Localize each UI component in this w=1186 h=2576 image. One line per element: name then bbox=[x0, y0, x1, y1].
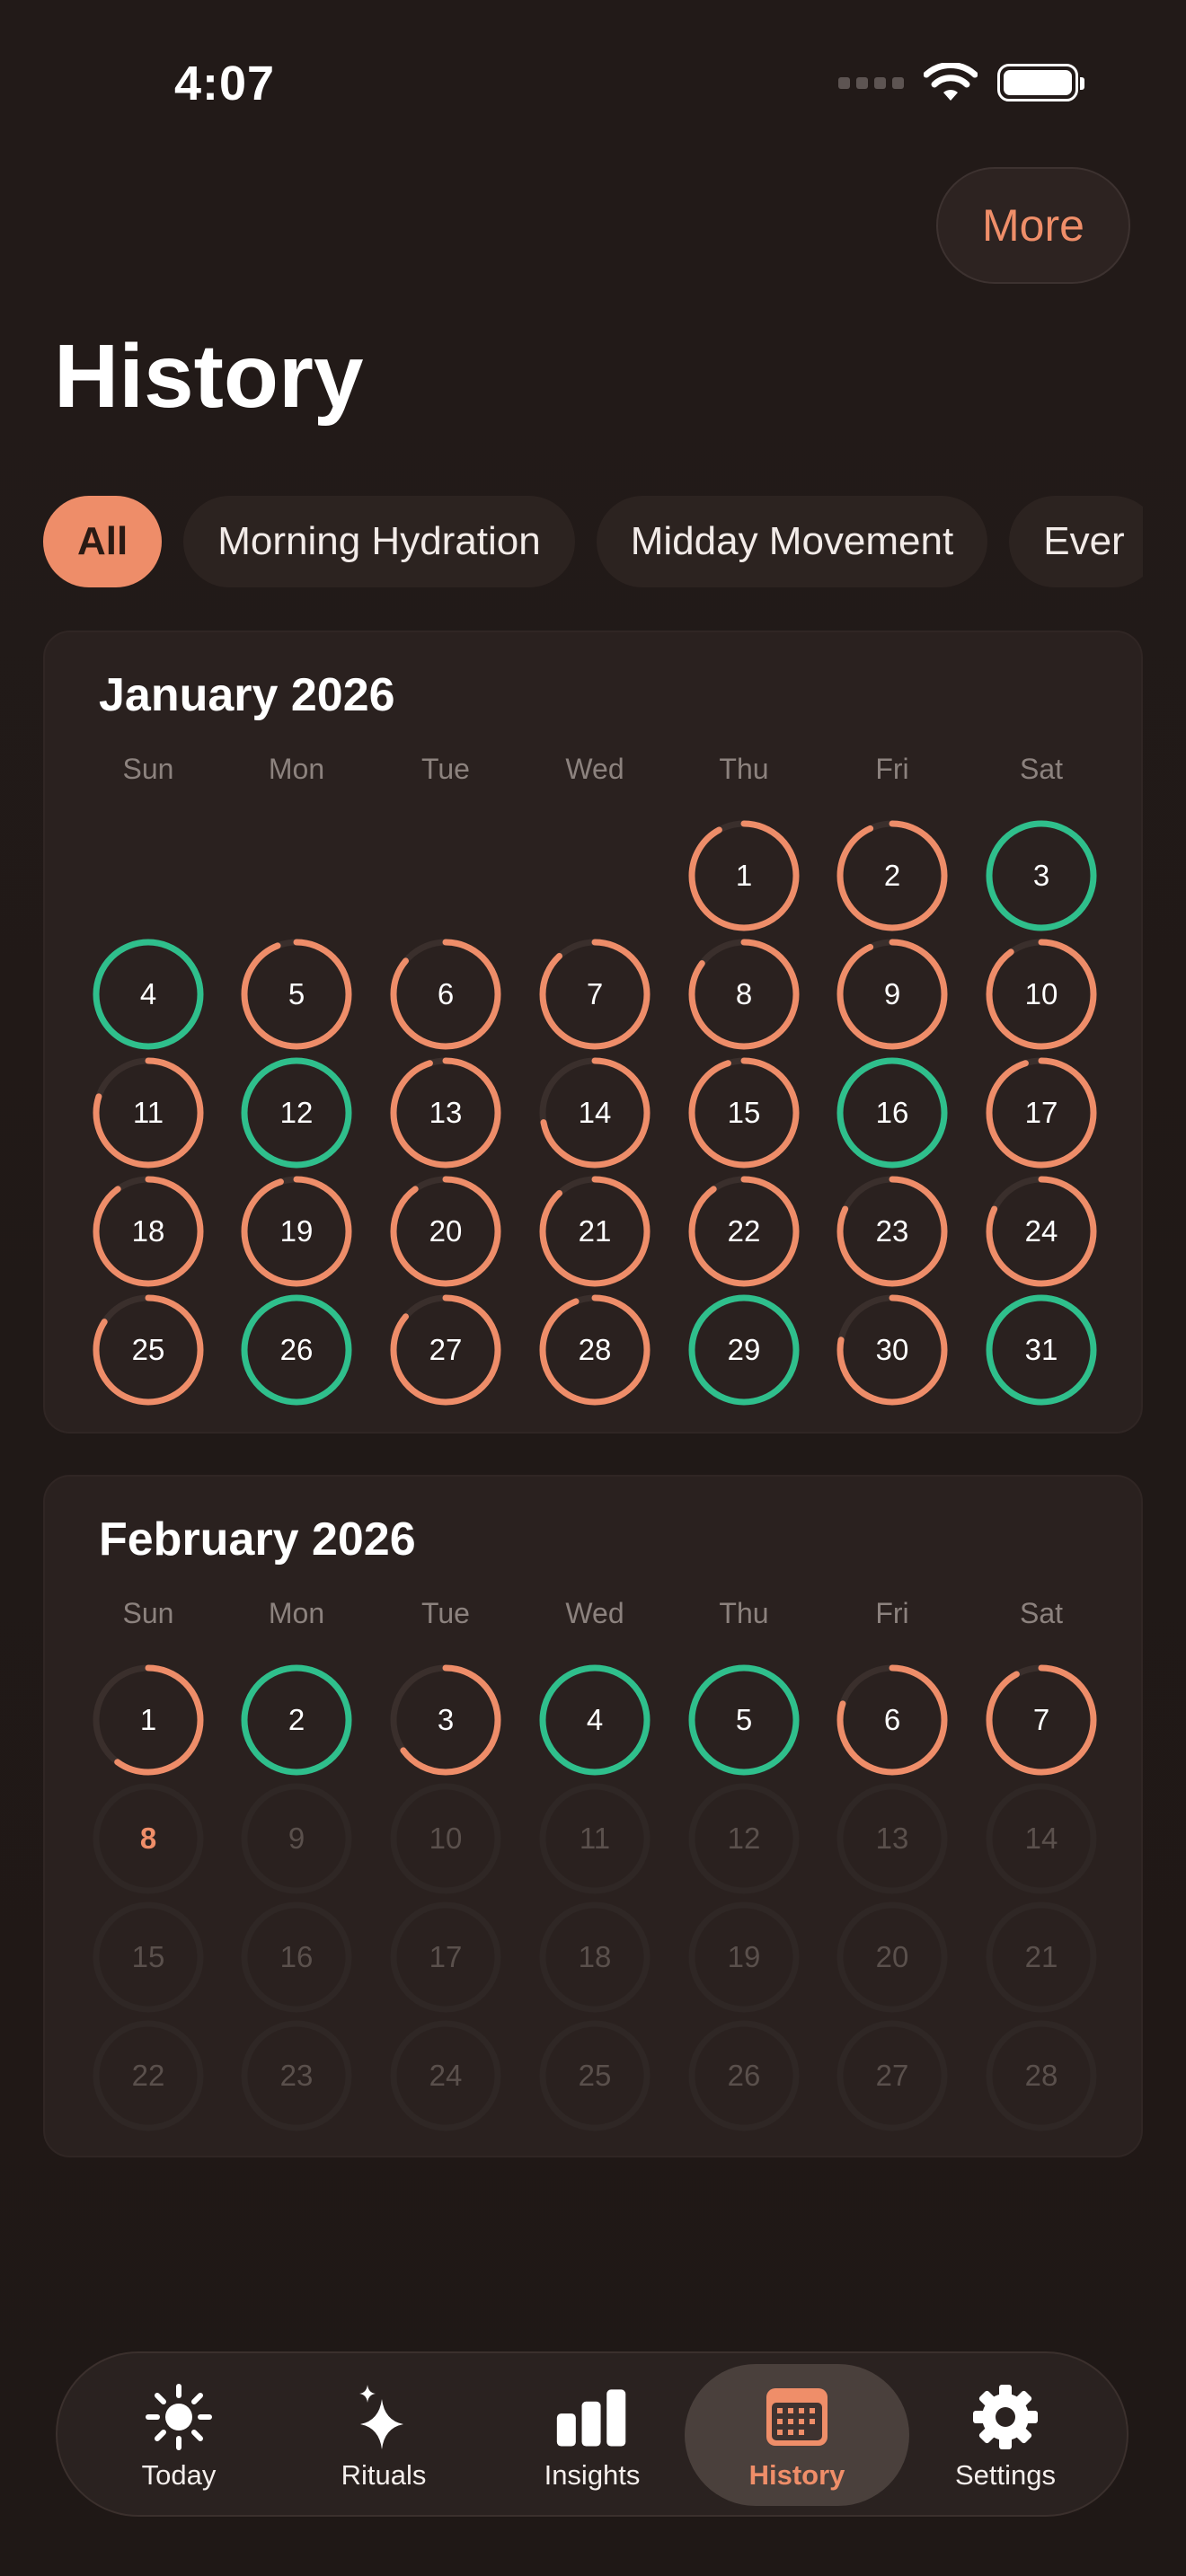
day-cell bbox=[387, 2017, 504, 2134]
day-cell[interactable] bbox=[983, 936, 1100, 1053]
day-cell bbox=[834, 1780, 951, 1897]
tab-today[interactable] bbox=[66, 2364, 291, 2506]
sun-icon bbox=[140, 2378, 217, 2456]
day-number: 3 bbox=[437, 1703, 455, 1736]
day-cell[interactable] bbox=[536, 1292, 653, 1408]
day-cell[interactable] bbox=[536, 936, 653, 1053]
tab-bar bbox=[56, 2351, 1128, 2517]
day-cell bbox=[983, 1899, 1100, 2016]
weekday-label: Sat bbox=[1019, 753, 1064, 785]
day-cell[interactable] bbox=[387, 1292, 504, 1408]
day-number: 13 bbox=[875, 1822, 909, 1855]
filter-chip-midday-movement[interactable]: Midday Movement bbox=[597, 496, 987, 587]
day-number: 12 bbox=[279, 1096, 314, 1129]
status-time: 4:07 bbox=[174, 57, 276, 110]
day-cell bbox=[387, 1899, 504, 2016]
weekday-label: Sun bbox=[122, 1597, 174, 1629]
day-cell[interactable] bbox=[536, 1054, 653, 1171]
day-number: 19 bbox=[727, 1940, 761, 1973]
weekday-label: Tue bbox=[421, 1597, 470, 1629]
day-cell[interactable] bbox=[536, 1662, 653, 1778]
weekday-label: Sun bbox=[122, 753, 174, 785]
day-cell[interactable] bbox=[238, 1054, 355, 1171]
day-number: 15 bbox=[131, 1940, 165, 1973]
day-cell[interactable] bbox=[983, 817, 1100, 934]
day-number: 7 bbox=[586, 977, 604, 1010]
day-cell[interactable] bbox=[387, 1173, 504, 1290]
weekday-label: Sat bbox=[1019, 1597, 1064, 1629]
day-number: 7 bbox=[1032, 1703, 1050, 1736]
day-number: 16 bbox=[279, 1940, 314, 1973]
day-cell bbox=[983, 1780, 1100, 1897]
day-cell[interactable] bbox=[686, 817, 802, 934]
day-number: 29 bbox=[727, 1333, 761, 1366]
day-cell[interactable] bbox=[983, 1292, 1100, 1408]
day-number: 26 bbox=[279, 1333, 314, 1366]
month-card-february bbox=[43, 1475, 1143, 2157]
weekday-header bbox=[45, 753, 1141, 789]
day-cell[interactable] bbox=[834, 1173, 951, 1290]
day-number: 5 bbox=[735, 1703, 753, 1736]
day-number: 11 bbox=[579, 1822, 611, 1855]
month-title: February 2026 bbox=[99, 1513, 416, 1566]
day-number: 3 bbox=[1032, 859, 1050, 892]
day-number: 21 bbox=[578, 1214, 612, 1248]
day-number: 5 bbox=[288, 977, 305, 1010]
day-number: 24 bbox=[429, 2059, 463, 2092]
weekday-header bbox=[45, 1597, 1141, 1633]
weekday-label: Thu bbox=[719, 753, 769, 785]
day-number: 1 bbox=[139, 1703, 157, 1736]
weekday-label: Wed bbox=[565, 1597, 624, 1629]
day-cell[interactable] bbox=[90, 936, 207, 1053]
day-number: 22 bbox=[131, 2059, 165, 2092]
day-number: 26 bbox=[727, 2059, 761, 2092]
day-cell[interactable] bbox=[238, 936, 355, 1053]
day-cell bbox=[834, 2017, 951, 2134]
gear-icon bbox=[967, 2378, 1044, 2456]
day-cell[interactable] bbox=[90, 1173, 207, 1290]
month-title: January 2026 bbox=[99, 669, 395, 721]
page-title: History bbox=[54, 326, 364, 427]
more-button[interactable]: More bbox=[936, 167, 1130, 284]
filter-chip-all[interactable]: All bbox=[43, 496, 162, 587]
day-cell[interactable] bbox=[686, 1292, 802, 1408]
day-cell[interactable] bbox=[238, 1292, 355, 1408]
calendar-icon bbox=[758, 2378, 836, 2456]
day-number: 8 bbox=[139, 1822, 157, 1855]
weekday-label: Mon bbox=[268, 753, 325, 785]
day-cell[interactable] bbox=[834, 1292, 951, 1408]
day-number: 21 bbox=[1024, 1940, 1058, 1973]
day-cell[interactable] bbox=[90, 1662, 207, 1778]
day-number: 19 bbox=[279, 1214, 314, 1248]
tab-label: Rituals bbox=[341, 2459, 427, 2491]
filter-chip-evening[interactable]: Ever bbox=[1009, 496, 1143, 587]
weekday-label: Wed bbox=[565, 753, 624, 785]
day-number: 16 bbox=[875, 1096, 909, 1129]
tab-label: Today bbox=[141, 2459, 217, 2491]
cellular-signal-icon bbox=[838, 77, 904, 89]
day-number: 25 bbox=[578, 2059, 612, 2092]
day-number: 11 bbox=[132, 1096, 164, 1129]
day-number: 28 bbox=[1024, 2059, 1058, 2092]
day-cell bbox=[90, 1899, 207, 2016]
day-number: 20 bbox=[875, 1940, 909, 1973]
day-cell[interactable] bbox=[834, 1054, 951, 1171]
day-number: 6 bbox=[437, 977, 455, 1010]
day-cell bbox=[536, 2017, 653, 2134]
day-cell bbox=[686, 1899, 802, 2016]
weekday-label: Mon bbox=[268, 1597, 325, 1629]
wifi-icon bbox=[924, 63, 978, 102]
day-cell bbox=[90, 2017, 207, 2134]
month-card-january bbox=[43, 631, 1143, 1434]
day-cell bbox=[238, 1780, 355, 1897]
day-cell[interactable] bbox=[536, 1173, 653, 1290]
battery-icon bbox=[997, 64, 1078, 101]
day-cell[interactable] bbox=[90, 1292, 207, 1408]
bar-chart-icon bbox=[553, 2378, 631, 2456]
day-number: 28 bbox=[578, 1333, 612, 1366]
day-cell[interactable] bbox=[834, 936, 951, 1053]
day-cell bbox=[686, 2017, 802, 2134]
sparkles-icon bbox=[345, 2378, 422, 2456]
filter-chip-morning-hydration[interactable]: Morning Hydration bbox=[183, 496, 575, 587]
day-cell[interactable] bbox=[983, 1054, 1100, 1171]
day-cell bbox=[387, 1780, 504, 1897]
day-number: 31 bbox=[1024, 1333, 1058, 1366]
day-number: 13 bbox=[429, 1096, 463, 1129]
day-cell[interactable] bbox=[238, 1662, 355, 1778]
weekday-label: Fri bbox=[875, 753, 909, 785]
day-number: 17 bbox=[1024, 1096, 1058, 1129]
day-cell[interactable] bbox=[834, 1662, 951, 1778]
day-cell[interactable] bbox=[686, 1054, 802, 1171]
day-number: 14 bbox=[578, 1096, 612, 1129]
day-number: 27 bbox=[429, 1333, 463, 1366]
day-number: 27 bbox=[875, 2059, 909, 2092]
day-number: 8 bbox=[735, 977, 753, 1010]
day-cell[interactable] bbox=[686, 1173, 802, 1290]
day-cell[interactable] bbox=[90, 1054, 207, 1171]
day-number: 18 bbox=[578, 1940, 612, 1973]
day-cell bbox=[686, 1780, 802, 1897]
day-cell[interactable] bbox=[983, 1173, 1100, 1290]
weekday-label: Thu bbox=[719, 1597, 769, 1629]
day-number: 18 bbox=[131, 1214, 165, 1248]
day-number: 4 bbox=[139, 977, 157, 1010]
day-cell[interactable] bbox=[983, 1662, 1100, 1778]
day-number: 12 bbox=[727, 1822, 761, 1855]
day-number: 15 bbox=[727, 1096, 761, 1129]
tab-label: History bbox=[748, 2459, 845, 2491]
day-cell[interactable] bbox=[686, 936, 802, 1053]
weekday-label: Fri bbox=[875, 1597, 909, 1629]
day-number: 30 bbox=[875, 1333, 909, 1366]
status-indicators bbox=[838, 63, 1078, 102]
day-number: 9 bbox=[288, 1822, 305, 1855]
day-cell bbox=[536, 1899, 653, 2016]
day-number: 2 bbox=[883, 859, 901, 892]
day-cell bbox=[834, 1899, 951, 2016]
day-cell[interactable] bbox=[387, 1662, 504, 1778]
ritual-filter-chips bbox=[43, 496, 1143, 587]
tab-settings[interactable] bbox=[893, 2364, 1118, 2506]
tab-label: Settings bbox=[954, 2459, 1056, 2491]
day-cell[interactable] bbox=[387, 936, 504, 1053]
day-number: 9 bbox=[883, 977, 901, 1010]
day-number: 20 bbox=[429, 1214, 463, 1248]
day-number: 1 bbox=[735, 859, 753, 892]
day-cell[interactable] bbox=[90, 1780, 207, 1897]
day-number: 17 bbox=[429, 1940, 463, 1973]
tab-insights[interactable] bbox=[480, 2364, 704, 2506]
day-cell[interactable] bbox=[238, 1173, 355, 1290]
day-number: 6 bbox=[883, 1703, 901, 1736]
day-cell bbox=[238, 2017, 355, 2134]
day-cell[interactable] bbox=[686, 1662, 802, 1778]
day-number: 23 bbox=[279, 2059, 314, 2092]
tab-label: Insights bbox=[544, 2459, 641, 2491]
day-number: 25 bbox=[131, 1333, 165, 1366]
weekday-label: Tue bbox=[421, 753, 470, 785]
day-cell bbox=[983, 2017, 1100, 2134]
day-cell[interactable] bbox=[834, 817, 951, 934]
day-number: 10 bbox=[429, 1822, 463, 1855]
day-number: 10 bbox=[1024, 977, 1058, 1010]
day-number: 22 bbox=[727, 1214, 761, 1248]
tab-history[interactable] bbox=[685, 2364, 909, 2506]
tab-rituals[interactable] bbox=[271, 2364, 496, 2506]
day-number: 4 bbox=[586, 1703, 604, 1736]
day-number: 24 bbox=[1024, 1214, 1058, 1248]
day-number: 2 bbox=[288, 1703, 305, 1736]
day-number: 14 bbox=[1024, 1822, 1058, 1855]
day-cell bbox=[536, 1780, 653, 1897]
day-cell bbox=[238, 1899, 355, 2016]
day-number: 23 bbox=[875, 1214, 909, 1248]
day-cell[interactable] bbox=[387, 1054, 504, 1171]
